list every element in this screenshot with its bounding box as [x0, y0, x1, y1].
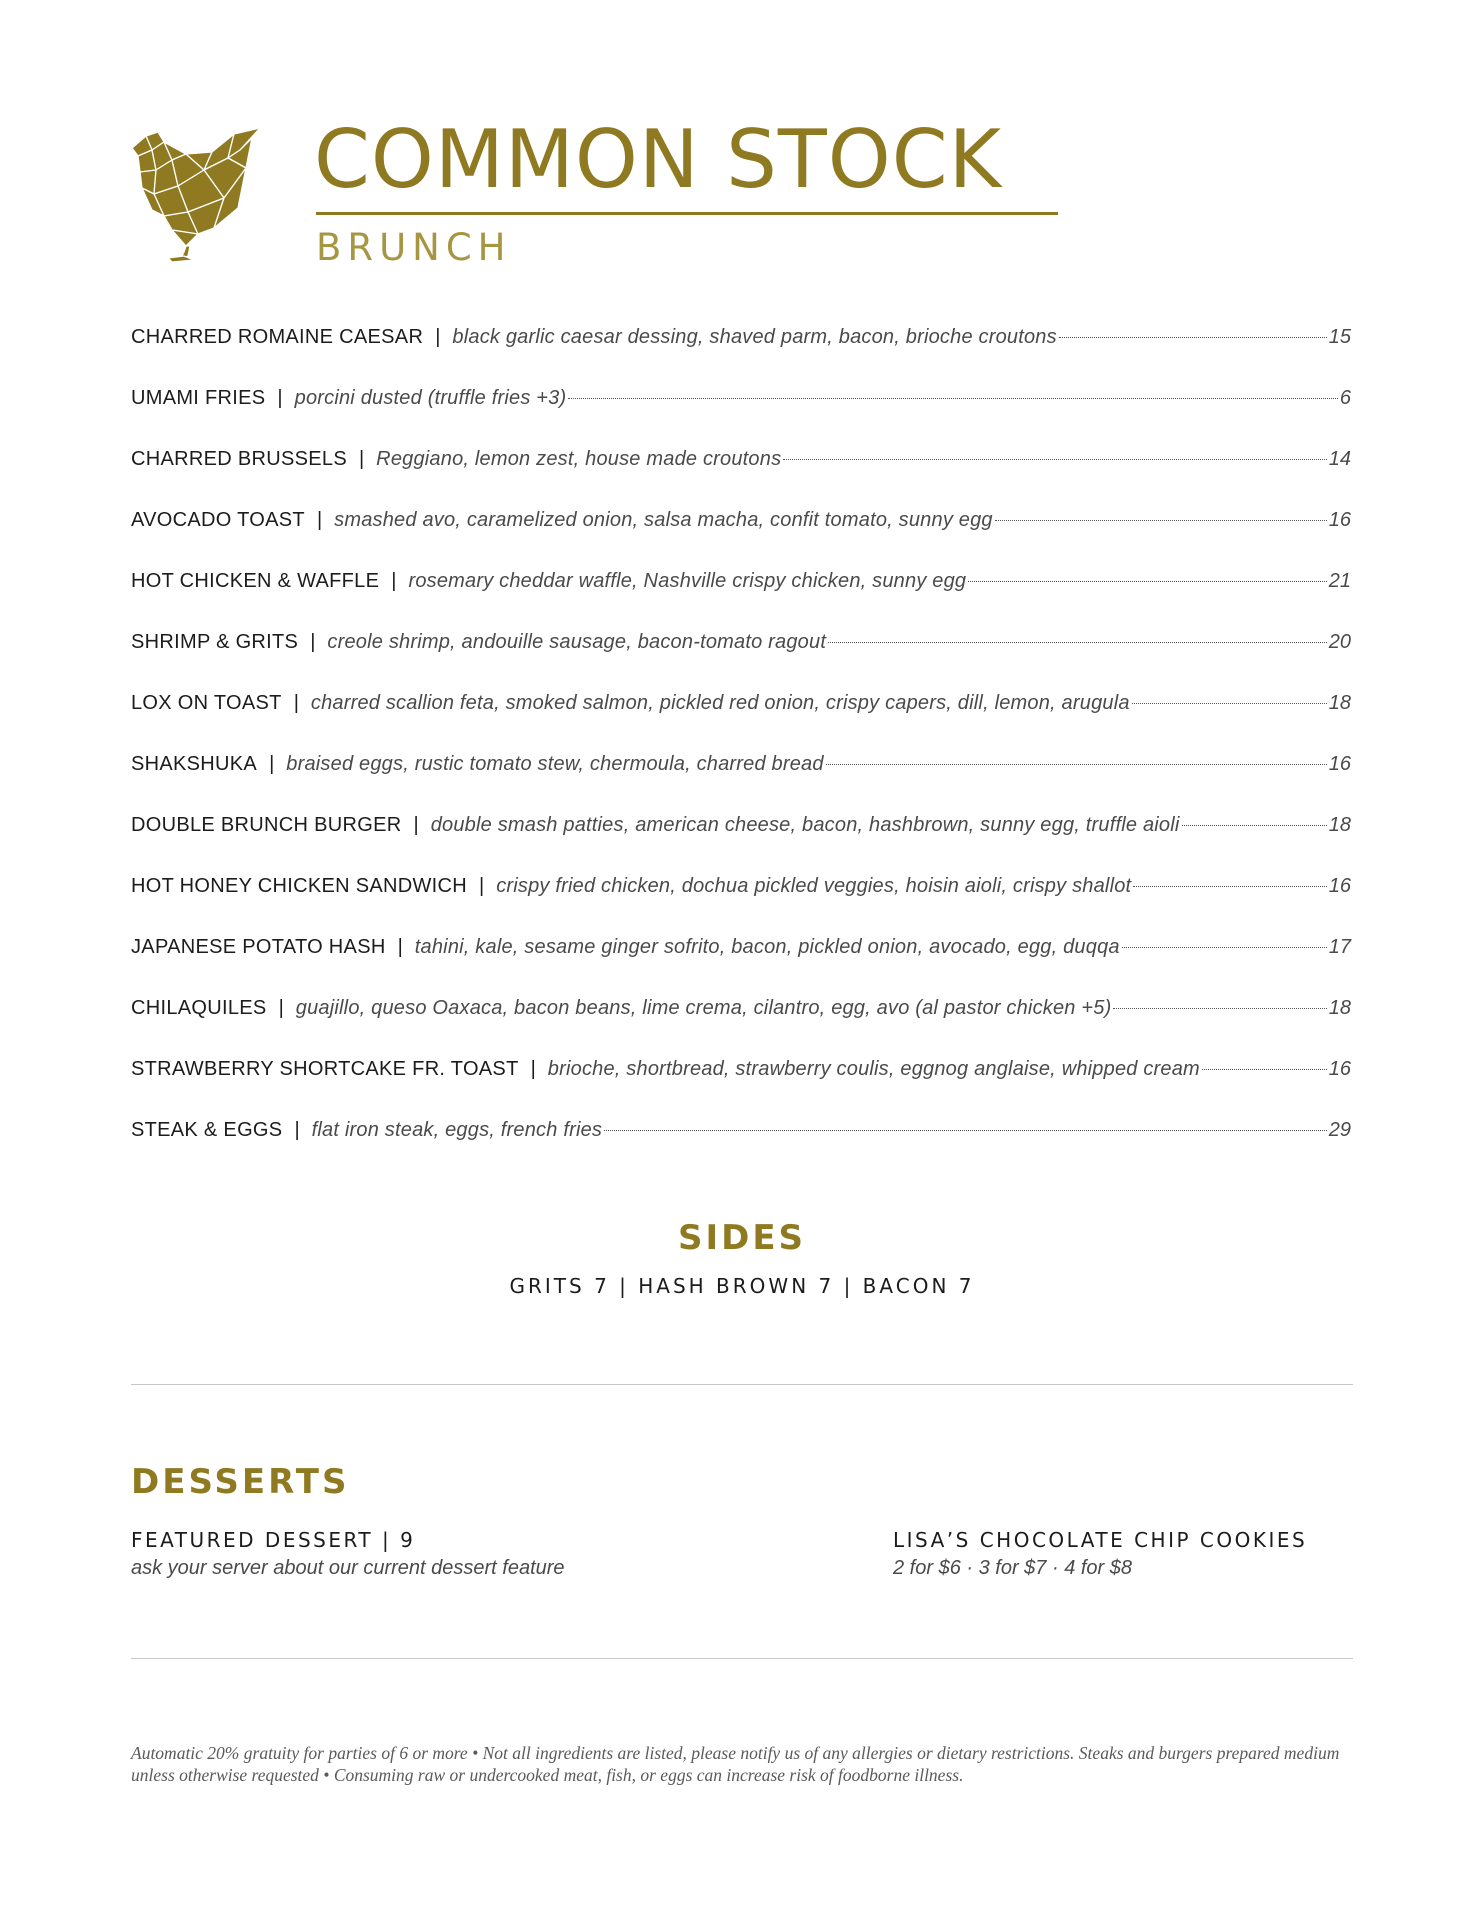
dot-leader [995, 520, 1327, 521]
item-name: HOT HONEY CHICKEN SANDWICH [131, 875, 467, 897]
item-separator: | [269, 753, 275, 775]
item-description: creole shrimp, andouille sausage, bacon-tomato ragout [327, 631, 827, 653]
dot-leader [1059, 337, 1327, 338]
menu-item [131, 932, 1351, 993]
menu-item [131, 444, 1351, 505]
menu-item [131, 566, 1351, 627]
cookies-dessert [893, 1526, 1307, 1582]
item-description: flat iron steak, eggs, french fries [311, 1119, 603, 1141]
item-separator: | [293, 692, 299, 714]
dot-leader [1202, 1069, 1327, 1070]
item-name: AVOCADO TOAST [131, 509, 305, 531]
dot-leader [828, 642, 1327, 643]
item-name: CHARRED BRUSSELS [131, 448, 347, 470]
item-description: tahini, kale, sesame ginger sofrito, bacon, pickled onion, avocado, egg, duqqa [414, 936, 1120, 958]
item-name: CHARRED ROMAINE CAESAR [131, 326, 424, 348]
menu-item [131, 871, 1351, 932]
item-separator: | [413, 814, 419, 836]
dessert-name: LISA’S CHOCOLATE CHIP COOKIES [893, 1528, 1308, 1552]
item-name: HOT CHICKEN & WAFFLE [131, 570, 380, 592]
menu-item [131, 505, 1351, 566]
item-price: 17 [1328, 936, 1351, 958]
dot-leader [968, 581, 1326, 582]
footnote-disclaimer: Automatic 20% gratuity for parties of 6 or more • Not all ingredients are listed, please notify us of any allergies or dietary restrictions. Steaks and burgers prepared medium unless otherwise requested • Consuming raw or undercooked meat, fish, or eggs can increase risk of foodborne illness. [131, 1743, 1340, 1785]
dot-leader [826, 764, 1327, 765]
item-price: 20 [1328, 631, 1351, 653]
item-description: rosemary cheddar waffle, Nashville crispy chicken, sunny egg [408, 570, 967, 592]
item-name: UMAMI FRIES [131, 387, 266, 409]
menu-item [131, 810, 1351, 871]
dessert-description: ask your server about our current dessert feature [131, 1557, 565, 1579]
dessert-name: FEATURED DESSERT | 9 [131, 1528, 416, 1552]
item-separator: | [278, 997, 284, 1019]
dot-leader [783, 459, 1326, 460]
menu-subtitle: BRUNCH [316, 226, 512, 269]
item-separator: | [530, 1058, 536, 1080]
item-description: Reggiano, lemon zest, house made croutons [376, 448, 782, 470]
item-price: 6 [1339, 387, 1351, 409]
item-price: 16 [1328, 1058, 1351, 1080]
menu-item [131, 688, 1351, 749]
item-description: crispy fried chicken, dochua pickled veggies, hoisin aioli, crispy shallot [496, 875, 1132, 897]
sides-heading: SIDES [677, 1218, 807, 1258]
item-separator: | [310, 631, 316, 653]
item-description: double smash patties, american cheese, bacon, hashbrown, sunny egg, truffle aioli [430, 814, 1180, 836]
item-separator: | [391, 570, 397, 592]
section-divider [131, 1384, 1353, 1385]
item-price: 29 [1328, 1119, 1351, 1141]
menu-item [131, 383, 1351, 444]
dot-leader [1182, 825, 1327, 826]
hen-logo-icon [128, 128, 264, 264]
dot-leader [1113, 1008, 1326, 1009]
item-description: guajillo, queso Oaxaca, bacon beans, lime crema, cilantro, egg, avo (al pastor chicken +5) [295, 997, 1112, 1019]
item-separator: | [294, 1119, 300, 1141]
menu-item [131, 627, 1351, 688]
item-name: STEAK & EGGS [131, 1119, 283, 1141]
brand-title: COMMON STOCK [314, 113, 1003, 206]
item-description: brioche, shortbread, strawberry coulis, eggnog anglaise, whipped cream [547, 1058, 1200, 1080]
item-separator: | [358, 448, 365, 470]
item-description: braised eggs, rustic tomato stew, chermoula, charred bread [286, 753, 824, 775]
desserts-heading: DESSERTS [131, 1462, 350, 1502]
featured-dessert [131, 1526, 565, 1582]
brand-divider [316, 212, 1058, 215]
dot-leader [1122, 947, 1327, 948]
menu-item [131, 1115, 1351, 1176]
item-name: SHAKSHUKA [131, 753, 258, 775]
item-name: LOX ON TOAST [131, 692, 282, 714]
dot-leader [1133, 886, 1326, 887]
item-price: 16 [1328, 509, 1351, 531]
section-divider [131, 1658, 1353, 1659]
sides-list: GRITS 7 | HASH BROWN 7 | BACON 7 [509, 1274, 975, 1298]
item-price: 18 [1328, 814, 1351, 836]
dessert-description: 2 for $6 · 3 for $7 · 4 for $8 [893, 1557, 1133, 1579]
item-price: 21 [1328, 570, 1351, 592]
item-price: 14 [1328, 448, 1351, 470]
item-price: 18 [1328, 692, 1351, 714]
item-name: DOUBLE BRUNCH BURGER [131, 814, 402, 836]
item-description: charred scallion feta, smoked salmon, pickled red onion, crispy capers, dill, lemon, arugula [310, 692, 1130, 714]
item-separator: | [277, 387, 283, 409]
item-separator: | [478, 875, 485, 897]
dot-leader [568, 398, 1338, 399]
item-name: STRAWBERRY SHORTCAKE FR. TOAST [131, 1058, 519, 1080]
item-separator: | [435, 326, 441, 348]
dot-leader [1132, 703, 1327, 704]
item-name: SHRIMP & GRITS [131, 631, 299, 653]
item-name: JAPANESE POTATO HASH [131, 936, 386, 958]
menu-item [131, 749, 1351, 810]
item-price: 16 [1328, 753, 1351, 775]
item-price: 16 [1328, 875, 1351, 897]
item-name: CHILAQUILES [131, 997, 267, 1019]
menu-item [131, 322, 1351, 383]
item-description: smashed avo, caramelized onion, salsa macha, confit tomato, sunny egg [334, 509, 993, 531]
dot-leader [604, 1130, 1327, 1131]
item-price: 15 [1328, 326, 1351, 348]
item-separator: | [316, 509, 323, 531]
item-price: 18 [1328, 997, 1351, 1019]
menu-item [131, 1054, 1351, 1115]
item-description: black garlic caesar dessing, shaved parm, bacon, brioche croutons [452, 326, 1057, 348]
item-description: porcini dusted (truffle fries +3) [294, 387, 567, 409]
brunch-menu-list [131, 322, 1351, 1176]
item-separator: | [397, 936, 403, 958]
menu-item [131, 993, 1351, 1054]
